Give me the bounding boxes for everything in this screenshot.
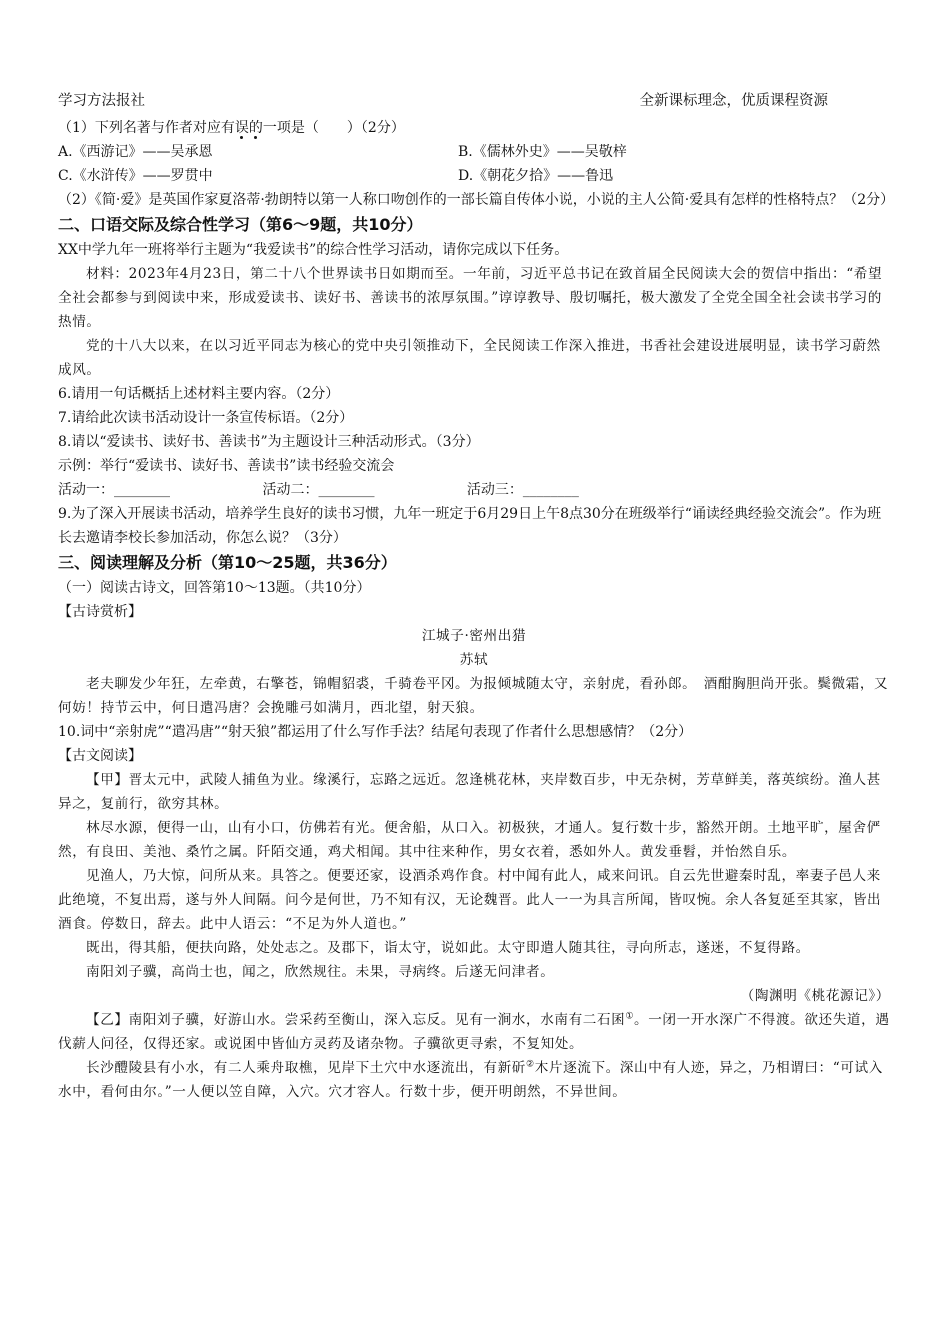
header-slogan: 全新课标理念，优质课程资源 bbox=[639, 93, 828, 109]
q9: 9.为了深入开展读书活动，培养学生良好的读书习惯，九年一班定于6月29日上午8点30分在班级举行“诵读经典经验交流会”。作为班长去邀请李校长参加活动，你怎么说？（3分） bbox=[58, 506, 882, 546]
passage-jia-source: （陶渊明《桃花源记》） bbox=[740, 988, 890, 1004]
q5-1-prompt: （1）下列名著与作者对应有误的一项是（ ）（2分） bbox=[58, 120, 405, 136]
poem-text: 老夫聊发少年狂，左牵黄，右擎苍，锦帽貂裘，千骑卷平冈。为报倾城随太守，亲射虎，看孙郎。 酒酣胸胆尚开张。鬓微霜，又何妨！持节云中，何日遣冯唐？会挽雕弓如满月，西北望，射天狼。 bbox=[58, 676, 889, 716]
section2-title: 二、口语交际及综合性学习（第6～9题，共10分） bbox=[58, 215, 423, 234]
q5-options-row1 bbox=[58, 140, 890, 164]
option-b: B.《儒林外史》——吴敬梓 bbox=[458, 144, 627, 160]
q10: 10.词中“亲射虎”“遣冯唐”“射天狼”都运用了什么写作手法？结尾句表现了作者什么思想感情？（2分） bbox=[58, 724, 693, 740]
section3-title: 三、阅读理解及分析（第10～25题，共36分） bbox=[58, 553, 397, 572]
passage-jia-paragraph: 【甲】晋太元中，武陵人捕鱼为业。缘溪行，忘路之远近。忽逢桃花林，夹岸数百步，中无杂树，芳草鲜美，落英缤纷。渔人甚异之，复前行，欲穷其林。 bbox=[58, 772, 881, 812]
q5-options-row2 bbox=[58, 164, 890, 188]
passage-yi-paragraph: 长沙醴陵县有小水，有二人乘舟取樵，见岸下土穴中水逐流出，有新斫②木片逐流下。深山中有人迹，异之，乃相谓曰：“可试入水中，看何由尔。”一人便以笠自障，入穴。穴才容人。行数十步，便开明朗然，不异世间。 bbox=[58, 1059, 883, 1100]
emphasis-char: 误 bbox=[234, 120, 249, 136]
q5-2-prompt: （2）《简·爱》是英国作家夏洛蒂·勃朗特以第一人称口吻创作的一部长篇自传体小说，小说的主人公简·爱具有怎样的性格特点？（2分） bbox=[58, 192, 895, 208]
header-publisher: 学习方法报社 bbox=[58, 93, 145, 109]
passage-jia-paragraph: 见渔人，乃大惊，问所从来。具答之。便要还家，设酒杀鸡作食。村中闻有此人，咸来问讯。自云先世避秦时乱，率妻子邑人来此绝境，不复出焉，遂与外人间隔。问今是何世，乃不知有汉，无论魏晋。此人一一为具言所闻，皆叹惋。余人各复延至其家，皆出酒食。停数日，辞去。此中人语云：“不足为外人道也。” bbox=[58, 868, 882, 932]
passage-jia-paragraph: 林尽水源，便得一山，山有小口，仿佛若有光。便舍船，从口入。初极狭，才通人。复行数十步，豁然开朗。土地平旷，屋舍俨然，有良田、美池、桑竹之属。阡陌交通，鸡犬相闻。其中往来种作，男女衣着，悉如外人。黄发垂髫，并怡然自乐。 bbox=[58, 820, 881, 860]
q6: 6.请用一句话概括上述材料主要内容。（2分） bbox=[58, 386, 340, 402]
q8-example: 示例：举行“爱读书、读好书、善读书”读书经验交流会 bbox=[58, 458, 395, 474]
prose-label: 【古文阅读】 bbox=[58, 748, 142, 764]
material-paragraph: 党的十八大以来，在以习近平同志为核心的党中央引领推动下，全民阅读工作深入推进，书香社会建设进展明显，读书学习蔚然成风。 bbox=[58, 338, 881, 378]
option-c: C.《水浒传》——罗贯中 bbox=[58, 168, 213, 184]
poem-author: 苏轼 bbox=[459, 652, 489, 668]
activity-three-blank: 活动三：________ bbox=[466, 482, 579, 498]
section2-intro: XX中学九年一班将举行主题为“我爱读书”的综合性学习活动，请你完成以下任务。 bbox=[58, 242, 569, 258]
q8: 8.请以“爱读书、读好书、善读书”为主题设计三种活动形式。（3分） bbox=[58, 434, 480, 450]
activity-one-blank: 活动一：________ bbox=[58, 482, 170, 498]
material-paragraph: 材料：2023年4月23日，第二十八个世界读书日如期而至。一年前，习近平总书记在致首届全民阅读大会的贺信中指出：“希望全社会都参与到阅读中来，形成爱读书、读好书、善读书的浓厚氛围。”谆谆教导、殷切嘱托，极大激发了全党全国全社会读书学习的热情。 bbox=[58, 266, 883, 330]
poem-title: 江城子·密州出猎 bbox=[421, 628, 527, 644]
q7: 7.请给此次读书活动设计一条宣传标语。（2分） bbox=[58, 410, 354, 426]
passage-jia-paragraph: 南阳刘子骥，高尚士也，闻之，欣然规往。未果，寻病终。后遂无问津者。 bbox=[86, 964, 555, 980]
exam-page bbox=[58, 90, 895, 1104]
option-a: A.《西游记》——吴承恩 bbox=[58, 144, 213, 160]
option-d: D.《朝花夕拾》——鲁迅 bbox=[458, 168, 614, 184]
footnote-marker: ② bbox=[526, 1059, 535, 1070]
passage-yi-paragraph: 【乙】南阳刘子骥，好游山水。尝采药至衡山，深入忘反。见有一涧水，水南有二石囷①。一闭一开水深广不得渡。欲还失道，遇伐薪人问径，仅得还家。或说囷中皆仙方灵药及诸杂物。子骥欲更寻索，不复知处。 bbox=[58, 1011, 890, 1052]
q8-activities bbox=[58, 478, 890, 502]
passage-jia-paragraph: 既出，得其船，便扶向路，处处志之。及郡下，诣太守，说如此。太守即遣人随其往，寻向所志，遂迷，不复得路。 bbox=[86, 940, 810, 956]
activity-two-blank: 活动二：________ bbox=[262, 482, 375, 498]
poem-label: 【古诗赏析】 bbox=[58, 604, 142, 620]
emphasis-char: 的 bbox=[248, 120, 263, 136]
section3-sub1: （一）阅读古诗文，回答第10～13题。（共10分） bbox=[58, 580, 371, 596]
page-header bbox=[58, 90, 890, 116]
footnote-marker: ① bbox=[625, 1011, 635, 1022]
